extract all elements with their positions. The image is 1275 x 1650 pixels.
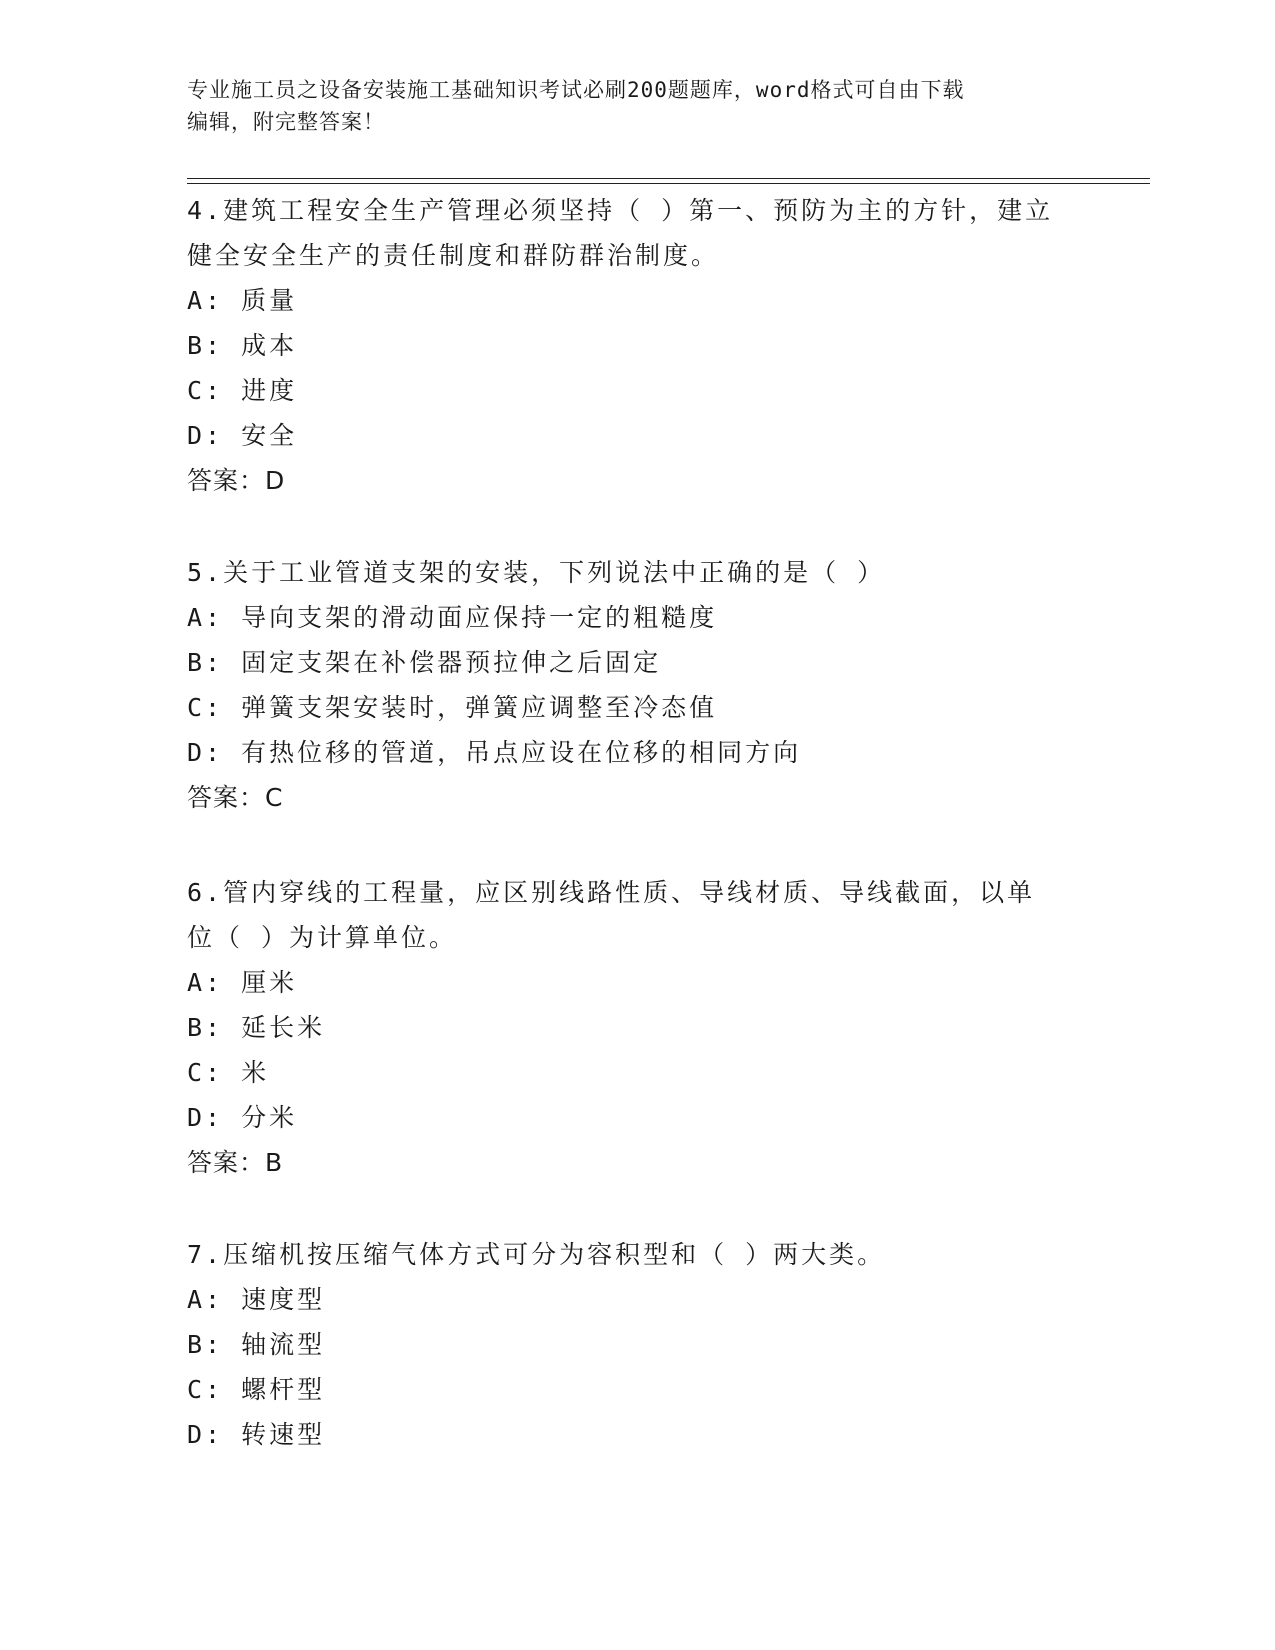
header-divider-top bbox=[187, 178, 1150, 179]
option-a: A: 导向支架的滑动面应保持一定的粗糙度 bbox=[187, 603, 718, 632]
option-b: B: 成本 bbox=[187, 331, 298, 360]
question-stem-line: 健全安全生产的责任制度和群防群治制度。 bbox=[187, 241, 720, 270]
question-block bbox=[187, 1232, 1087, 1457]
header-line-1: 专业施工员之设备安装施工基础知识考试必刷200题题库，word格式可自由下载 bbox=[187, 78, 965, 102]
option-d: D: 有热位移的管道，吊点应设在位移的相同方向 bbox=[187, 738, 802, 767]
question-stem-line: 6.管内穿线的工程量，应区别线路性质、导线材质、导线截面，以单 bbox=[187, 878, 1036, 907]
option-d: D: 转速型 bbox=[187, 1420, 326, 1449]
option-a: A: 厘米 bbox=[187, 968, 298, 997]
option-a: A: 质量 bbox=[187, 286, 298, 315]
question-stem-line: 位（ ）为计算单位。 bbox=[187, 923, 458, 952]
question-block bbox=[187, 550, 1087, 820]
answer-line: 答案：C bbox=[187, 783, 284, 812]
option-b: B: 轴流型 bbox=[187, 1330, 326, 1359]
header-divider-bottom bbox=[187, 183, 1150, 184]
question-stem-line: 7.压缩机按压缩气体方式可分为容积型和（ ）两大类。 bbox=[187, 1240, 886, 1269]
option-d: D: 分米 bbox=[187, 1103, 298, 1132]
option-c: C: 螺杆型 bbox=[187, 1375, 326, 1404]
option-c: C: 进度 bbox=[187, 376, 298, 405]
option-a: A: 速度型 bbox=[187, 1285, 326, 1314]
question-stem-line: 4.建筑工程安全生产管理必须坚持（ ）第一、预防为主的方针，建立 bbox=[187, 196, 1054, 225]
option-b: B: 延长米 bbox=[187, 1013, 326, 1042]
header-line-2: 编辑，附完整答案！ bbox=[187, 110, 385, 134]
question-block bbox=[187, 188, 1087, 503]
option-c: C: 米 bbox=[187, 1058, 270, 1087]
answer-line: 答案：B bbox=[187, 1148, 284, 1177]
document-header bbox=[187, 74, 1067, 138]
option-d: D: 安全 bbox=[187, 421, 298, 450]
answer-line: 答案：D bbox=[187, 466, 286, 495]
question-stem-line: 5.关于工业管道支架的安装，下列说法中正确的是（ ） bbox=[187, 558, 886, 587]
option-b: B: 固定支架在补偿器预拉伸之后固定 bbox=[187, 648, 662, 677]
question-block bbox=[187, 870, 1087, 1185]
option-c: C: 弹簧支架安装时，弹簧应调整至冷态值 bbox=[187, 693, 718, 722]
